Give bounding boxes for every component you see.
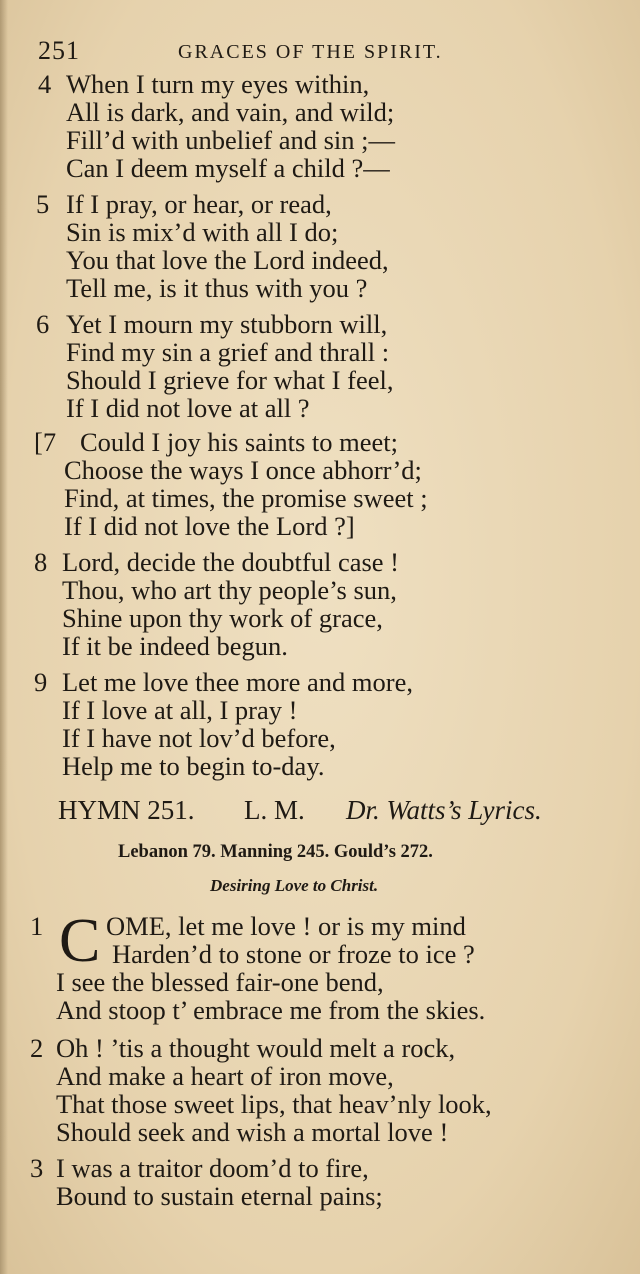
- verse-line: You that love the Lord indeed,: [66, 245, 389, 275]
- stanza-number: 4: [38, 69, 52, 99]
- verse-line: If I pray, or hear, or read,: [66, 189, 332, 219]
- hymn-author: Dr. Watts’s Lyrics.: [346, 795, 542, 825]
- verse-line: Find my sin a grief and thrall :: [66, 337, 390, 367]
- stanza-number: 5: [36, 189, 50, 219]
- stanza-number: [7: [34, 427, 57, 457]
- tune-references: Lebanon 79. Manning 245. Gould’s 272.: [118, 842, 433, 862]
- verse-line: OME, let me love ! or is my mind: [106, 911, 466, 941]
- verse-line: If I love at all, I pray !: [62, 695, 298, 725]
- stanza-number: 6: [36, 309, 50, 339]
- verse-line: And make a heart of iron move,: [56, 1061, 394, 1091]
- page-number: 251: [38, 36, 80, 65]
- verse-line: Help me to begin to-day.: [62, 751, 325, 781]
- verse-line: Harden’d to stone or froze to ice ?: [112, 939, 475, 969]
- verse-line: And stoop t’ embrace me from the skies.: [56, 995, 486, 1025]
- stanza-number: 2: [30, 1033, 44, 1063]
- page-edge-shadow: [0, 0, 8, 1274]
- verse-line: Can I deem myself a child ?—: [66, 153, 390, 183]
- verse-line: Yet I mourn my stubborn will,: [66, 309, 388, 339]
- verse-line: Tell me, is it thus with you ?: [66, 273, 368, 303]
- verse-line: When I turn my eyes within,: [66, 69, 370, 99]
- verse-line: If I did not love the Lord ?]: [64, 511, 355, 541]
- verse-line: Find, at times, the promise sweet ;: [64, 483, 428, 513]
- verse-line: If I did not love at all ?: [66, 393, 310, 423]
- stanza-number: 1: [30, 911, 44, 941]
- verse-line: Sin is mix’d with all I do;: [66, 217, 339, 247]
- verse-line: Let me love thee more and more,: [62, 667, 413, 697]
- verse-line: Should seek and wish a mortal love !: [56, 1117, 449, 1147]
- verse-line: Lord, decide the doubtful case !: [62, 547, 400, 577]
- drop-cap: C: [59, 907, 101, 975]
- verse-line: That those sweet lips, that heav’nly look,: [56, 1089, 492, 1119]
- page-header: [38, 36, 508, 70]
- stanza-number: 8: [34, 547, 48, 577]
- verse-line: If I have not lov’d before,: [62, 723, 336, 753]
- verse-line: Thou, who art thy people’s sun,: [62, 575, 397, 605]
- verse-line: Bound to sustain eternal pains;: [56, 1181, 383, 1211]
- verse-line: Shine upon thy work of grace,: [62, 603, 383, 633]
- stanza-number: 3: [30, 1153, 44, 1183]
- hymn-subject: Desiring Love to Christ.: [210, 876, 379, 895]
- verse-line: I was a traitor doom’d to fire,: [56, 1153, 369, 1183]
- hymn-meter: L. M.: [244, 795, 305, 825]
- stanza-number: 9: [34, 667, 48, 697]
- verse-line: I see the blessed fair-one bend,: [56, 967, 384, 997]
- verse-line: Oh ! ’tis a thought would melt a rock,: [56, 1033, 456, 1063]
- hymn-title: HYMN 251.: [58, 795, 195, 825]
- verse-line: Choose the ways I once abhorr’d;: [64, 455, 422, 485]
- verse-line: Could I joy his saints to meet;: [80, 427, 398, 457]
- verse-line: If it be indeed begun.: [62, 631, 288, 661]
- running-title: GRACES OF THE SPIRIT.: [178, 41, 443, 63]
- verse-line: Fill’d with unbelief and sin ;—: [66, 125, 396, 155]
- verse-line: Should I grieve for what I feel,: [66, 365, 394, 395]
- hymn-heading: [58, 795, 618, 829]
- verse-line: All is dark, and vain, and wild;: [66, 97, 395, 127]
